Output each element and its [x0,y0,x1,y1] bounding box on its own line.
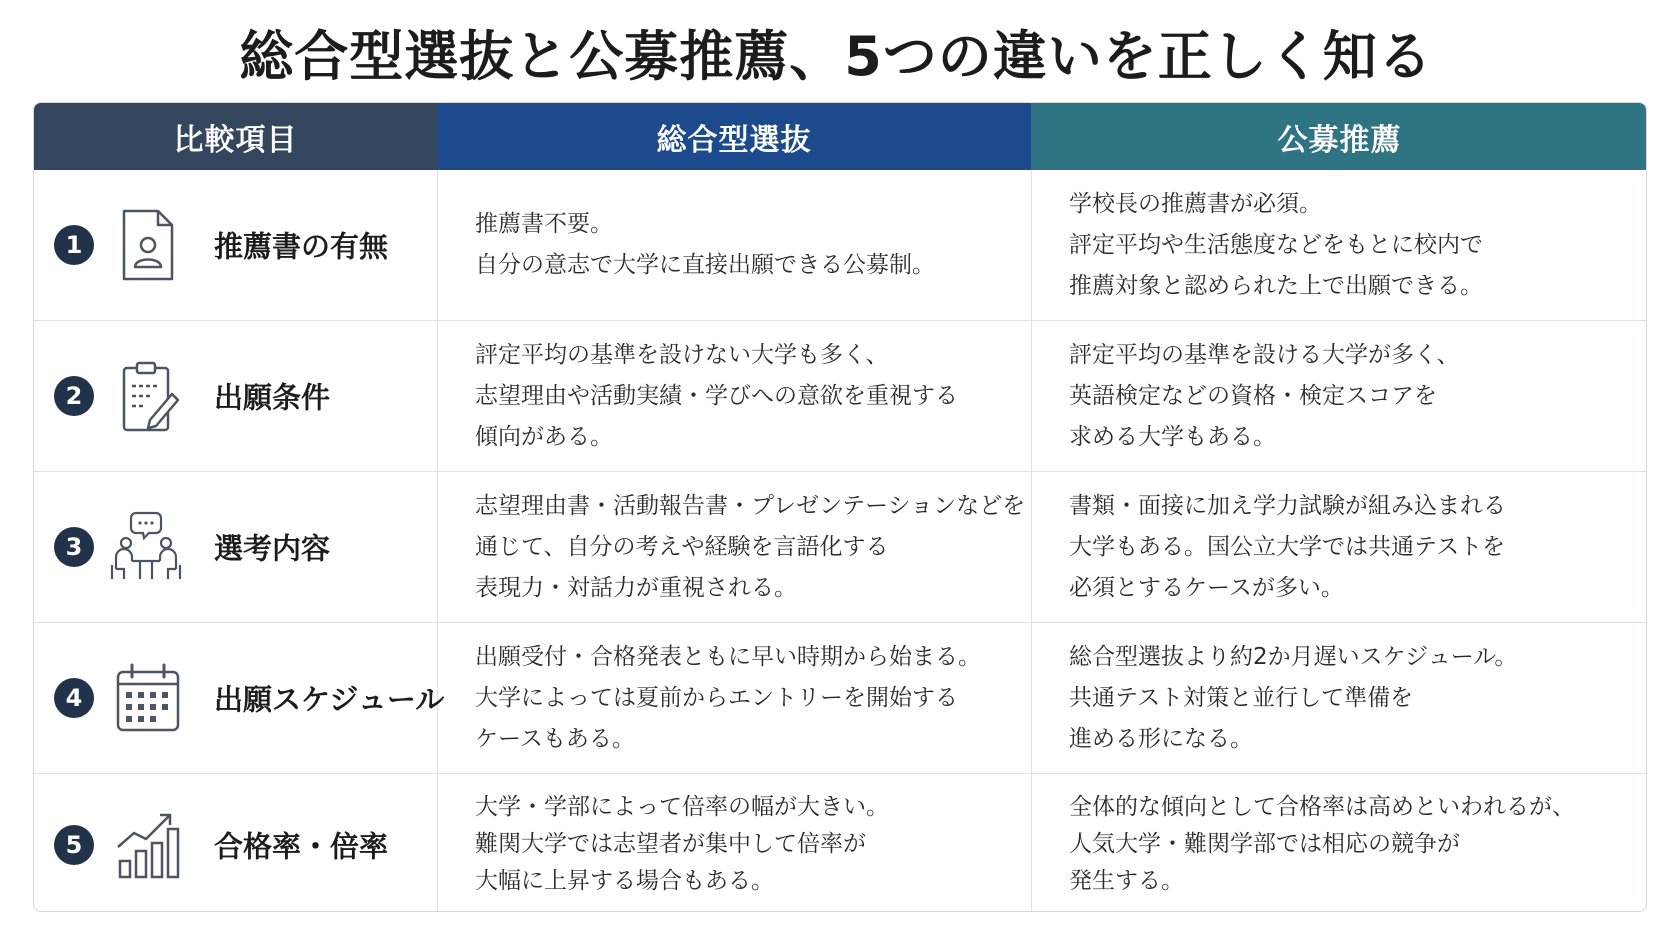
row-label: 出願スケジュール [214,682,445,717]
row-label: 出願条件 [214,380,331,415]
document-person-icon [112,207,184,283]
row-number-badge: 4 [54,678,94,718]
kobo-cell: 学校長の推薦書が必須。 評定平均や生活態度などをもとに校内で 推薦対象と認められた上で出願できる。 [1069,190,1483,299]
table-row [34,321,1647,472]
comparison-table [33,102,1647,912]
row-number-badge: 5 [54,825,94,865]
sogogata-cell: 大学・学部によって倍率の幅が大きい。 難関大学では志望者が集中して倍率が 大幅に上昇する場合もある。 [475,794,889,894]
table-row [34,774,1647,912]
header-comparison-item: 比較項目 [34,103,437,170]
page-title: 総合型選抜と公募推薦、5つの違いを正しく知る [239,25,1433,88]
bar-chart-growth-icon [112,807,184,883]
discussion-people-icon [106,509,186,585]
row-number-badge: 2 [54,376,94,416]
row-label: 推薦書の有無 [214,229,389,264]
row-label: 選考内容 [214,531,331,566]
kobo-cell: 書類・面接に加え学力試験が組み込まれる 大学もある。国公立大学では共通テストを 必須とするケースが多い。 [1069,492,1506,601]
sogogata-cell: 評定平均の基準を設けない大学も多く、 志望理由や活動実績・学びへの意欲を重視する 傾向がある。 [475,341,958,450]
row-label: 合格率・倍率 [214,829,389,863]
header-kobo-suisen: 公募推薦 [1031,103,1647,170]
table-row [34,472,1647,623]
table-row [34,170,1647,321]
row-number-badge: 1 [54,225,94,265]
sogogata-cell: 志望理由書・活動報告書・プレゼンテーションなどを 通じて、自分の考えや経験を言語化する 表現力・対話力が重視される。 [475,492,1026,601]
calendar-icon [112,660,184,736]
kobo-cell: 総合型選抜より約2か月遅いスケジュール。 共通テスト対策と並行して準備を 進める形になる。 [1069,643,1518,752]
row-number-badge: 3 [54,527,94,567]
kobo-cell: 評定平均の基準を設ける大学が多く、 英語検定などの資格・検定スコアを 求める大学もある。 [1069,341,1460,450]
header-sogogata: 総合型選抜 [437,103,1031,170]
kobo-cell: 全体的な傾向として合格率は高めといわれるが、 人気大学・難関学部では相応の競争が 発生する。 [1069,794,1575,894]
table-row [34,623,1647,774]
clipboard-pencil-icon [112,358,184,434]
sogogata-cell: 出願受付・合格発表ともに早い時期から始まる。 大学によっては夏前からエントリーを開始する ケースもある。 [475,643,981,752]
sogogata-cell: 推薦書不要。 自分の意志で大学に直接出願できる公募制。 [475,211,935,278]
